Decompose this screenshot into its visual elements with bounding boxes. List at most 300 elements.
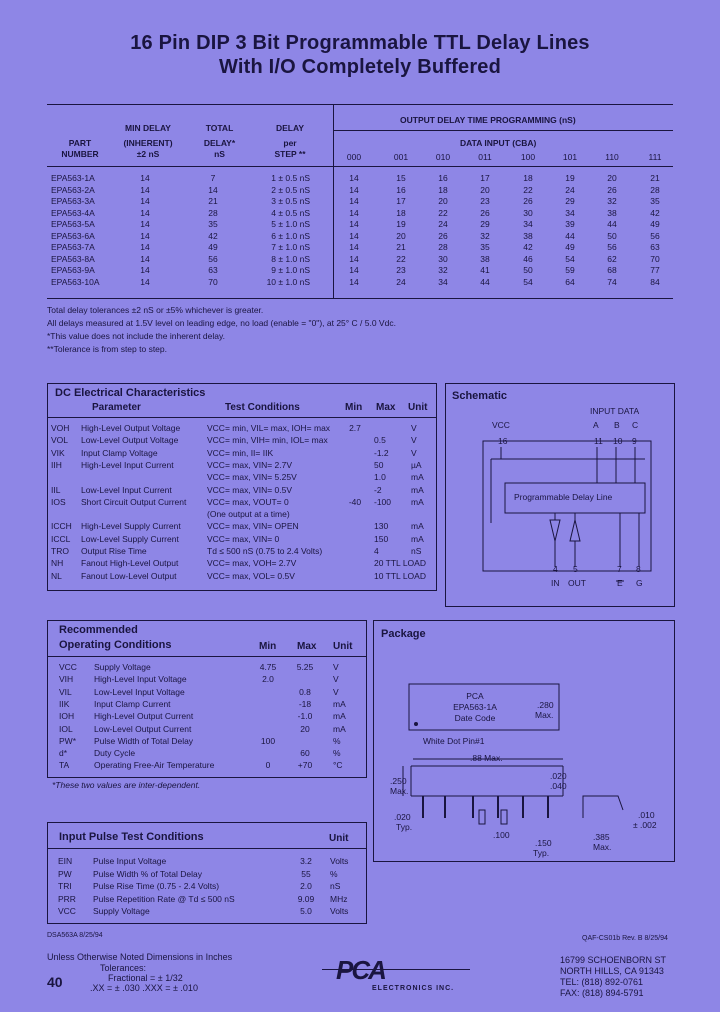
- dc-max: 50: [374, 459, 384, 470]
- delay-value: 18: [523, 173, 533, 183]
- dc-condition: (One output at a time): [207, 509, 290, 520]
- rec-title: Recommended: [59, 624, 138, 636]
- min-delay: 14: [140, 196, 150, 206]
- rec-parameter: Input Clamp Current: [94, 698, 171, 709]
- input-data-label: INPUT DATA: [590, 406, 640, 416]
- delay-value: 42: [650, 207, 660, 218]
- min-delay: 14: [140, 276, 150, 287]
- dim-040: .040: [550, 781, 567, 791]
- dc-max: -100: [374, 496, 392, 507]
- part-number: EPA563-4A: [51, 207, 95, 218]
- delay-value: 24: [438, 219, 448, 229]
- rec-max: 60: [300, 748, 310, 759]
- part-number: EPA563-2A: [51, 184, 95, 195]
- schematic-title: Schematic: [452, 390, 508, 402]
- delay-per-step: 4 ± 0.5 nS: [271, 207, 310, 218]
- dc-unit: mA: [411, 496, 424, 507]
- address-line1: 16799 SCHOENBORN ST: [560, 955, 667, 965]
- pin-a-number: 11: [594, 436, 603, 446]
- pin-out-number: 5: [573, 564, 578, 574]
- header-bottom-rule: [47, 166, 673, 167]
- delay-value: 20: [607, 173, 617, 183]
- rec-symbol: VCC: [59, 662, 77, 672]
- dc-parameter: Short Circuit Output Current: [81, 496, 187, 507]
- delay-per-step: 10 ± 1.0 nS: [266, 276, 310, 287]
- dim-88: .88 Max.: [470, 753, 503, 763]
- dc-title: DC Electrical Characteristics: [55, 387, 206, 399]
- rec-min: 0: [265, 760, 271, 771]
- dim-100: .100: [493, 830, 510, 840]
- dc-symbol: ICCH: [51, 521, 72, 532]
- delay-value: 19: [565, 173, 575, 183]
- dc-condition: VCC= max, VIN= 2.7V: [207, 459, 293, 470]
- delay-value: 23: [396, 265, 406, 275]
- chip-marking-2: EPA563-1A: [453, 702, 497, 712]
- delay-value: 18: [438, 184, 448, 195]
- dim-150-typ: Typ.: [533, 848, 550, 858]
- delay-value: 54: [565, 253, 575, 264]
- delay-value: 29: [480, 219, 490, 229]
- delay-value: 20: [480, 184, 490, 195]
- delay-per-step: 6 ± 1.0 nS: [271, 230, 310, 241]
- pulse-header-rule: [47, 848, 366, 849]
- pin-b-number: 10: [613, 436, 623, 446]
- pin-g-label: G: [636, 578, 643, 588]
- delay-value: 18: [396, 207, 406, 218]
- dc-parameter: Fanout High-Level Output: [81, 558, 179, 569]
- dc-symbol: NH: [51, 558, 64, 569]
- dc-parameter: Fanout Low-Level Output: [81, 570, 177, 581]
- pca-logo-sub: ELECTRONICS INC.: [372, 985, 455, 992]
- dc-max: 150: [374, 533, 389, 544]
- dc-unit: V: [411, 435, 417, 446]
- dc-parameter: High-Level Input Current: [81, 459, 174, 470]
- delay-value: 50: [607, 230, 617, 241]
- dc-max: -1.2: [374, 447, 389, 458]
- col-total-2: DELAY*: [203, 138, 236, 148]
- dc-symbol: NL: [51, 570, 62, 581]
- pulse-unit: Volts: [330, 856, 349, 866]
- pulse-value: 5.0: [300, 906, 312, 916]
- rec-header-unit: Unit: [333, 641, 353, 652]
- delay-value: 17: [396, 196, 406, 206]
- delay-per-step: 7 ± 1.0 nS: [271, 242, 310, 252]
- dc-condition: VCC= max, VOUT= 0: [207, 496, 289, 507]
- decimal-tolerance: .XX = ± .030 .XXX = ± .010: [90, 983, 198, 993]
- dc-condition: VCC= max, VOH= 2.7V: [207, 558, 297, 569]
- col-step-1: DELAY: [275, 123, 305, 133]
- pulse-parameter: Pulse Input Voltage: [93, 856, 167, 866]
- rec-min: 4.75: [259, 662, 277, 672]
- dc-parameter: High-Level Output Voltage: [81, 423, 181, 433]
- fax: FAX: (818) 894-5791: [560, 988, 644, 998]
- dc-min: 2.7: [349, 423, 361, 433]
- dc-header-min: Min: [345, 402, 363, 413]
- rec-max: 5.25: [296, 662, 314, 672]
- dc-parameter: Low-Level Output Voltage: [81, 435, 179, 446]
- pulse-header-unit: Unit: [329, 833, 349, 844]
- dc-unit: nS: [411, 546, 422, 556]
- dc-max: 1.0: [374, 472, 386, 483]
- rec-header-max: Max: [297, 641, 317, 652]
- dim-385-max: Max.: [593, 842, 612, 852]
- total-delay: 7: [210, 173, 216, 183]
- delay-value: 32: [607, 196, 617, 206]
- note-3: *This value does not include the inherent delay.: [47, 331, 225, 341]
- rec-header-min: Min: [259, 641, 277, 652]
- dc-parameter: Output Rise Time: [81, 546, 147, 556]
- pulse-symbol: TRI: [58, 881, 72, 891]
- part-number: EPA563-3A: [51, 196, 95, 206]
- package-drawing: [373, 620, 673, 860]
- table-top-rule: [47, 104, 673, 105]
- rec-symbol: TA: [59, 760, 70, 771]
- rec-unit: V: [333, 686, 339, 697]
- delay-value: 38: [607, 207, 617, 218]
- fractional-tolerance: Fractional = ± 1/32: [108, 973, 183, 983]
- delay-value: 42: [523, 242, 533, 252]
- vcc-label: VCC: [492, 420, 510, 430]
- delay-value: 38: [480, 253, 490, 264]
- rec-symbol: VIH: [59, 674, 74, 685]
- dc-unit: mA: [411, 484, 424, 495]
- part-number: EPA563-8A: [51, 253, 95, 264]
- part-number: EPA563-7A: [51, 242, 95, 252]
- delay-value: 84: [650, 276, 660, 287]
- delay-value: 49: [565, 242, 575, 252]
- vcc-pin-number: 16: [498, 436, 508, 446]
- delay-value: 14: [349, 253, 359, 264]
- note-1: Total delay tolerances ±2 nS or ±5% whichever is greater.: [47, 305, 264, 315]
- dc-condition: VCC= max, VIN= 0.5V: [207, 484, 293, 495]
- chip-marking-1: PCA: [466, 691, 484, 701]
- delay-value: 16: [396, 184, 406, 195]
- rec-symbol: IOL: [59, 723, 73, 734]
- rec-unit: V: [333, 662, 339, 672]
- dim-150: .150: [535, 838, 552, 848]
- pin-c-number: 9: [632, 436, 637, 446]
- rec-unit: °C: [333, 760, 343, 771]
- dc-unit: µA: [411, 459, 422, 470]
- delay-value: 50: [523, 265, 533, 275]
- delay-value: 30: [523, 207, 533, 218]
- delay-value: 44: [480, 276, 490, 287]
- qaf-code: QAF-CS01b Rev. B 8/25/94: [582, 935, 668, 942]
- rec-symbol: IOH: [59, 711, 75, 722]
- dim-020a: .020: [550, 771, 567, 781]
- dim-280-max: Max.: [535, 710, 554, 720]
- dc-max: 0.5: [374, 435, 386, 446]
- min-delay: 14: [140, 184, 150, 195]
- dc-condition: VCC= max, VIN= 5.25V: [207, 472, 297, 483]
- part-number: EPA563-9A: [51, 265, 95, 275]
- col-total-1: TOTAL: [205, 123, 234, 133]
- dc-condition: VCC= min, VIH= min, IOL= max: [207, 435, 328, 446]
- delay-value: 35: [650, 196, 660, 206]
- dc-max: -2: [374, 484, 382, 495]
- delay-value: 14: [349, 173, 359, 183]
- dc-unit: mA: [411, 521, 424, 532]
- dc-unit: V: [411, 423, 417, 433]
- pulse-value: 9.09: [297, 893, 315, 904]
- dc-condition: VCC= min, II= IIK: [207, 447, 274, 458]
- delay-value: 21: [650, 173, 660, 183]
- delay-value: 22: [396, 253, 406, 264]
- rec-parameter: Low-Level Input Voltage: [94, 686, 185, 697]
- delay-value: 26: [480, 207, 490, 218]
- delay-value: 28: [650, 184, 660, 195]
- pulse-unit: %: [330, 868, 338, 879]
- delay-value: 46: [523, 253, 533, 264]
- min-delay: 14: [140, 253, 150, 264]
- dc-symbol: IIL: [51, 484, 61, 495]
- delay-value: 39: [565, 219, 575, 229]
- delay-value: 49: [650, 219, 660, 229]
- pulse-symbol: PW: [58, 868, 72, 879]
- col-min-3: ±2 nS: [136, 149, 160, 159]
- data-code-000: 000: [346, 152, 362, 162]
- total-delay: 21: [208, 196, 218, 206]
- delay-value: 26: [523, 196, 533, 206]
- rec-symbol: d*: [59, 748, 68, 759]
- data-code-010: 010: [435, 152, 451, 162]
- delay-value: 32: [480, 230, 490, 241]
- pulse-unit: MHz: [330, 893, 348, 904]
- min-delay: 14: [140, 207, 150, 218]
- delay-value: 28: [438, 242, 448, 252]
- delay-value: 24: [396, 276, 406, 287]
- delay-value: 17: [480, 173, 490, 183]
- delay-value: 59: [565, 265, 575, 275]
- delay-value: 22: [438, 207, 448, 218]
- dc-symbol: TRO: [51, 546, 69, 556]
- delay-value: 41: [480, 265, 490, 275]
- total-delay: 49: [208, 242, 218, 252]
- data-code-001: 001: [393, 152, 409, 162]
- dim-280: .280: [537, 700, 554, 710]
- rec-subtitle: Operating Conditions: [59, 639, 172, 651]
- total-delay: 70: [208, 276, 218, 287]
- dim-250-max: Max.: [390, 786, 409, 796]
- data-code-111: 111: [648, 152, 662, 162]
- delay-per-step: 2 ± 0.5 nS: [271, 184, 310, 195]
- dc-symbol: VOL: [51, 435, 69, 446]
- dc-unit: V: [411, 447, 417, 458]
- delay-value: 16: [438, 173, 448, 183]
- dc-parameter: Low-Level Input Current: [81, 484, 172, 495]
- rec-parameter: Supply Voltage: [94, 662, 151, 672]
- min-delay: 14: [140, 265, 150, 275]
- dc-symbol: VOH: [51, 423, 70, 433]
- dc-header-conditions: Test Conditions: [225, 402, 300, 413]
- min-delay: 14: [140, 242, 150, 252]
- delay-value: 14: [349, 196, 359, 206]
- delay-value: 34: [438, 276, 448, 287]
- pulse-parameter: Pulse Repetition Rate @ Td ≤ 500 nS: [93, 893, 235, 904]
- rec-symbol: PW*: [59, 735, 76, 746]
- part-number: EPA563-5A: [51, 219, 95, 229]
- dc-condition: Td ≤ 500 nS (0.75 to 2.4 Volts): [207, 546, 323, 556]
- delay-value: 14: [349, 207, 359, 218]
- dc-symbol: IIH: [51, 459, 62, 470]
- delay-value: 44: [565, 230, 575, 241]
- delay-value: 29: [565, 196, 575, 206]
- rec-unit: mA: [333, 711, 346, 722]
- min-delay: 14: [140, 219, 150, 229]
- chip-marking-3: Date Code: [454, 713, 496, 723]
- delay-value: 14: [349, 230, 359, 241]
- pin-e-label: E: [617, 578, 623, 588]
- min-delay: 14: [140, 173, 150, 183]
- delay-per-step: 1 ± 0.5 nS: [271, 173, 310, 183]
- part-number: EPA563-6A: [51, 230, 95, 241]
- white-dot-label: White Dot Pin#1: [423, 736, 485, 746]
- min-delay: 14: [140, 230, 150, 241]
- rec-parameter: Low-Level Output Current: [94, 723, 192, 734]
- delay-value: 14: [349, 242, 359, 252]
- pulse-value: 2.0: [300, 881, 312, 891]
- pin-c-label: C: [632, 420, 639, 430]
- delay-value: 70: [650, 253, 660, 264]
- delay-value: 14: [349, 276, 359, 287]
- rec-max: +70: [297, 760, 313, 771]
- delay-value: 14: [349, 219, 359, 229]
- delay-value: 63: [650, 242, 660, 252]
- rec-min: 2.0: [262, 674, 274, 685]
- delay-value: 77: [650, 265, 660, 275]
- delay-value: 20: [396, 230, 406, 241]
- pulse-unit: Volts: [330, 906, 349, 916]
- dc-symbol: ICCL: [51, 533, 71, 544]
- rec-symbol: VIL: [59, 686, 72, 697]
- rec-min: 100: [260, 735, 276, 746]
- col-min-2: (INHERENT): [123, 138, 173, 148]
- delay-value: 14: [349, 184, 359, 195]
- delay-value: 68: [607, 265, 617, 275]
- part-number: EPA563-1A: [51, 173, 95, 183]
- dc-unit: mA: [411, 533, 424, 544]
- rec-parameter: High-Level Output Current: [94, 711, 194, 722]
- total-delay: 42: [208, 230, 218, 241]
- pin-g-number: 8: [636, 564, 641, 574]
- rec-note: *These two values are inter-dependent.: [52, 780, 201, 790]
- rec-parameter: Duty Cycle: [94, 748, 136, 759]
- pulse-symbol: EIN: [58, 856, 73, 866]
- dc-parameter: Input Clamp Voltage: [81, 447, 158, 458]
- delay-value: 74: [607, 276, 617, 287]
- delay-value: 21: [396, 242, 406, 252]
- output-delay-header: OUTPUT DELAY TIME PROGRAMMING (nS): [400, 115, 576, 125]
- dim-385: .385: [593, 832, 610, 842]
- package-title: Package: [381, 628, 426, 640]
- delay-value: 23: [480, 196, 490, 206]
- delay-value: 32: [438, 265, 448, 275]
- dc-symbol: IOS: [51, 496, 66, 507]
- data-code-100: 100: [520, 152, 536, 162]
- delay-value: 56: [650, 230, 660, 241]
- table-bottom-rule: [47, 298, 673, 299]
- pin-in-number: 4: [553, 564, 558, 574]
- pulse-value: 55: [301, 868, 311, 879]
- data-code-011: 011: [478, 152, 492, 162]
- delay-per-step: 3 ± 0.5 nS: [271, 196, 310, 206]
- data-code-101: 101: [562, 152, 578, 162]
- rec-unit: mA: [333, 698, 346, 709]
- pin-a-label: A: [593, 420, 599, 430]
- dc-parameter: Low-Level Supply Current: [81, 533, 179, 544]
- dc-condition: VCC= max, VOL= 0.5V: [207, 570, 295, 581]
- delay-value: 62: [607, 253, 617, 264]
- page-title-line2: With I/O Completely Buffered: [218, 56, 502, 78]
- total-delay: 14: [208, 184, 218, 195]
- rec-unit: %: [333, 748, 341, 759]
- dim-250: .250: [390, 776, 407, 786]
- doc-code: DSA563A 8/25/94: [47, 932, 103, 939]
- delay-value: 26: [438, 230, 448, 241]
- delay-per-step: 9 ± 1.0 nS: [271, 265, 310, 275]
- dc-parameter: High-Level Supply Current: [81, 521, 181, 532]
- pin-e-number: 7: [617, 564, 622, 574]
- delay-value: 44: [607, 219, 617, 229]
- dim-002: ± .002: [633, 820, 657, 830]
- pulse-value: 3.2: [300, 856, 312, 866]
- dim-typ: Typ.: [396, 822, 413, 832]
- delay-value: 22: [523, 184, 533, 195]
- pulse-parameter: Pulse Width % of Total Delay: [93, 868, 202, 879]
- rec-unit: mA: [333, 723, 346, 734]
- rec-unit: %: [333, 735, 341, 746]
- delay-per-step: 8 ± 1.0 nS: [271, 253, 310, 264]
- dc-header-unit: Unit: [408, 402, 428, 413]
- total-delay: 63: [208, 265, 218, 275]
- pulse-symbol: PRR: [58, 893, 76, 904]
- rec-header-rule: [47, 656, 366, 657]
- delay-value: 56: [607, 242, 617, 252]
- dc-symbol: VIK: [51, 447, 65, 458]
- delay-value: 34: [565, 207, 575, 218]
- pulse-title: Input Pulse Test Conditions: [59, 831, 204, 843]
- group-header-rule: [333, 130, 673, 131]
- pca-logo: PCA: [336, 955, 385, 985]
- telephone: TEL: (818) 892-0761: [560, 977, 644, 987]
- rec-unit: V: [333, 674, 339, 685]
- dc-min: -40: [348, 496, 362, 507]
- dc-max: 20 TTL LOAD: [374, 558, 426, 569]
- note-2: All delays measured at 1.5V level on leading edge, no load (enable = "0"), at 25° C / 5.0 Vdc.: [47, 318, 396, 328]
- delay-value: 30: [438, 253, 448, 264]
- rec-parameter: Pulse Width of Total Delay: [94, 735, 194, 746]
- pulse-parameter: Pulse Rise Time (0.75 - 2.4 Volts): [93, 881, 220, 891]
- dim-010: .010: [638, 810, 655, 820]
- rec-max: -1.0: [297, 711, 313, 722]
- data-code-110: 110: [605, 152, 619, 162]
- col-total-3: nS: [214, 149, 225, 159]
- dc-max: 4: [374, 546, 379, 556]
- part-number: EPA563-10A: [51, 276, 100, 287]
- col-min-1: MIN DELAY: [125, 123, 171, 133]
- delay-value: 24: [565, 184, 575, 195]
- pin-in-label: IN: [551, 578, 560, 588]
- rec-symbol: IIK: [59, 698, 70, 709]
- rec-parameter: Operating Free-Air Temperature: [94, 760, 215, 771]
- total-delay: 28: [208, 207, 218, 218]
- pin-b-label: B: [614, 420, 620, 430]
- total-delay: 56: [208, 253, 218, 264]
- dc-condition: VCC= max, VIN= 0: [207, 533, 280, 544]
- delay-value: 20: [438, 196, 448, 206]
- rec-max: 20: [300, 723, 310, 734]
- dc-max: 130: [374, 521, 389, 532]
